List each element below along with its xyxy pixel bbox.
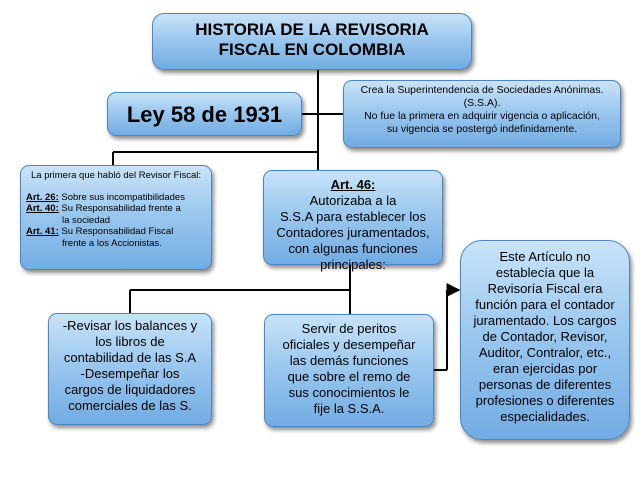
peritos-line2: oficiales y desempeñar	[282, 337, 416, 352]
articles-intro: La primera que habló del Revisor Fiscal:	[30, 170, 202, 181]
peritos-line6: fije la S.S.A.	[313, 401, 385, 416]
balances-line5: cargos de liquidadores	[64, 382, 196, 397]
balances-box	[48, 313, 212, 425]
art46-line5: principales:	[320, 257, 386, 272]
ssa-line4: su vigencia se postergó indefinidamente.	[386, 123, 578, 135]
art46-line3: Contadores juramentados,	[276, 225, 430, 240]
art41-text: Su Responsabilidad Fiscal	[58, 226, 174, 237]
art46-box	[263, 170, 443, 272]
art40-label: Art. 40:	[26, 203, 59, 214]
right-line6: de Contador, Revisor,	[482, 329, 608, 344]
art40-text: Su Responsabilidad frente a	[58, 203, 181, 214]
art26-item	[26, 192, 206, 204]
ssa-line1: Crea la Superintendencia de Sociedades Anónimas.	[360, 84, 604, 96]
peritos-box	[264, 314, 434, 427]
right-line10: profesiones o diferentes	[475, 393, 615, 408]
right-line7: Auditor, Contralor, etc.,	[478, 345, 612, 360]
art26-text: Sobre sus incompatibilidades	[58, 191, 185, 203]
ssa-line3: No fue la primera en adquirir vigencia o aplicación,	[364, 110, 600, 122]
title-box	[152, 13, 472, 70]
ley-box	[107, 92, 302, 136]
right-line5: juramentado. Los cargos	[473, 313, 617, 328]
ssa-line2: (S.S.A).	[463, 97, 501, 109]
art40-item	[26, 203, 206, 215]
balances-line1: -Revisar los balances y	[62, 318, 198, 333]
right-line11: especialidades.	[500, 409, 590, 424]
right-line2: establecía que la	[495, 265, 595, 280]
art26-label: Art. 26:	[26, 191, 59, 203]
ley-label: Ley 58 de 1931	[126, 102, 283, 127]
peritos-line3: las demás funciones	[289, 353, 409, 368]
art46-line1	[264, 177, 442, 209]
title-line2: FISCAL EN COLOMBIA	[218, 40, 406, 59]
conclusion-box	[460, 240, 630, 440]
ssa-box	[343, 80, 621, 148]
peritos-line4: que sobre el remo de	[287, 369, 411, 384]
balances-line4: -Desempeñar los	[80, 366, 180, 381]
right-line9: personas de diferentes	[478, 377, 612, 392]
art46-line2: S.S.A para establecer los	[280, 209, 426, 224]
balances-line6: comerciales de las S.	[68, 398, 192, 413]
art40-cont: la sociedad	[62, 214, 111, 226]
right-line4: función para el contador	[475, 297, 615, 312]
balances-line2: los libros de	[95, 334, 165, 349]
peritos-line1: Servir de peritos	[301, 321, 397, 336]
articles-box	[20, 165, 212, 270]
art41-label: Art. 41:	[26, 226, 59, 237]
art41-cont: frente a los Accionistas.	[62, 237, 162, 249]
peritos-line5: sus conocimientos le	[288, 385, 410, 400]
right-line3: Revisoría Fiscal era	[487, 281, 603, 296]
art46-label: Art. 46:	[330, 177, 376, 192]
right-line8: eran ejercidas por	[492, 361, 598, 376]
art46-line4: con algunas funciones	[288, 241, 418, 256]
art46-text1: Autorizaba a la	[309, 193, 397, 208]
art41-item	[26, 226, 206, 238]
balances-line3: contabilidad de las S.A	[63, 350, 197, 365]
title-line1: HISTORIA DE LA REVISORIA	[195, 20, 429, 39]
right-line1: Este Artículo no	[499, 249, 591, 264]
